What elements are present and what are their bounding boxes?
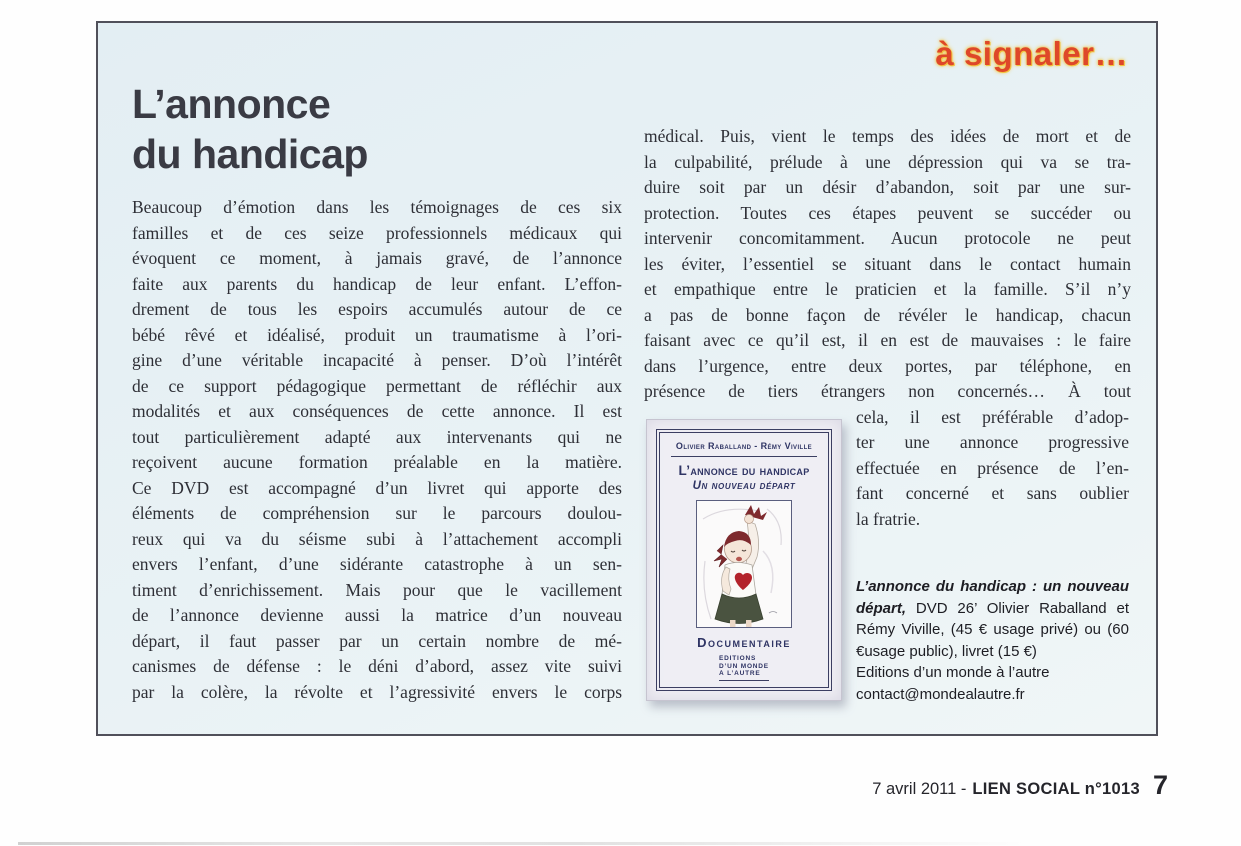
article-title-line2: du handicap (132, 131, 368, 177)
text-line: de l’annonce devienne aussi la matrice d’un nouveau (132, 605, 622, 625)
article-title (132, 79, 368, 179)
dvd-cover-illustration (696, 500, 792, 629)
text-line: éléments de compréhension sur le parcours doulou- (132, 503, 622, 523)
dvd-subtitle: Un nouveau départ (692, 479, 796, 492)
text-line: Ce DVD est accompagné d’un livret qui apporte des (132, 477, 622, 498)
caption-reference (856, 576, 1129, 662)
text-line: modalités et aux conséquences de cette annonce. Il est (132, 401, 622, 421)
left-text-column (132, 195, 622, 705)
text-line: cela, il est préférable d’adop- (856, 406, 1129, 427)
text-line: médical. Puis, vient le temps des idées de mort et de (644, 126, 1131, 146)
dvd-title: L’annonce du handicap (678, 462, 810, 478)
section-flag: à signaler… (935, 35, 1128, 72)
footer-journal-name: LIEN SOCIAL n°1013 (972, 780, 1140, 798)
hand-and-hair-tuft (745, 505, 768, 524)
text-line: ter une annonce progressive (856, 432, 1129, 452)
text-line: familles et de ces seize professionnels médicaux qui (132, 222, 622, 243)
wrapped-text (856, 405, 1129, 533)
caption-publisher: Editions d’un monde à l’autre (856, 664, 1050, 681)
footer-date: 7 avril 2011 - (872, 780, 967, 798)
right-text-column (644, 124, 1131, 705)
text-line: tout particulièrement adapté aux intervenants qui ne (132, 426, 622, 447)
text-line: effectuée en présence de l’en- (856, 457, 1129, 478)
text-line: faisant avec ce qu’il est, il en est de mauvaises : le faire (644, 330, 1131, 350)
text-line: par la colère, la révolte et l’agressivité envers le corps (132, 681, 622, 702)
dvd-genre: Documentaire (697, 635, 791, 650)
dvd-caption (856, 576, 1129, 705)
dvd-cover-outer-frame (656, 429, 832, 691)
child-drawing-icon (697, 501, 791, 629)
text-line: drement de tous les espoirs accumulés autour de ce (132, 299, 622, 319)
text-line: faite aux parents du handicap de leur enfant. L’effon- (132, 273, 622, 294)
caption-title: L’annonce du handicap : un nouveau départ, (856, 578, 1129, 617)
page-footer (0, 770, 1168, 801)
text-line: duire soit par un désir d’abandon, soit par une sur- (644, 177, 1131, 197)
text-line: bébé rêvé et idéalisé, produit un traumatisme à l’ori- (132, 324, 622, 345)
text-line: de ce support pédagogique permettant de réfléchir aux (132, 375, 622, 396)
dvd-cover-inner-frame (659, 432, 829, 688)
text-line: fant concerné et sans oublier (856, 483, 1129, 503)
caption-contact-email: contact@mondealautre.fr (856, 685, 1025, 703)
text-line: intervenir concomitamment. Aucun protocole ne peut (644, 228, 1131, 248)
article-panel (96, 21, 1158, 736)
text-line: départ, il faut passer par un certain nombre de mé- (132, 630, 622, 651)
text-line: reçoivent aucune formation préalable en la matière. (132, 452, 622, 472)
text-line: timent d’enrichissement. Mais pour que le vacillement (132, 579, 622, 600)
text-line: À L’AUTRE (719, 670, 761, 677)
footer-page-number: 7 (1152, 770, 1168, 800)
dvd-rule-divider (671, 456, 816, 457)
head (714, 531, 752, 567)
wrap-and-caption-stack (856, 405, 1129, 706)
dvd-authors: Olivier Raballand - Rémy Viville (675, 440, 813, 451)
text-line: Beaucoup d’émotion dans les témoignages de ces six (132, 197, 622, 217)
text-line: a pas de bonne façon de révéler le handicap, chacun (644, 304, 1131, 325)
text-line: les éviter, l’essentiel se situant dans le contact humain (644, 253, 1131, 274)
caption-details: DVD 26’ Olivier Raballand et Rémy Viville, (45 € usage privé) ou (60 €usage public), livret (15 €) (856, 599, 1129, 660)
dvd-cover (646, 419, 842, 701)
dvd-and-wrap-row (644, 405, 1131, 706)
right-column-full-text (644, 124, 1131, 405)
text-line: envers l’enfant, d’une sidérante catastrophe à un sen- (132, 554, 622, 574)
text-line: gine d’une véritable incapacité à penser. D’où l’intérêt (132, 350, 622, 370)
text-line: D’UN MONDE (719, 662, 769, 670)
text-line: présence de tiers étrangers non concernés… À tout (644, 381, 1131, 401)
text-line: reux qui va du séisme subi à l’attachement accompli (132, 528, 622, 549)
text-line: ÉDITIONS (719, 655, 757, 662)
text-line: dans l’urgence, entre deux portes, par téléphone, en (644, 355, 1131, 376)
text-line: protection. Toutes ces étapes peuvent se succéder ou (644, 202, 1131, 223)
article-title-line1: L’annonce (132, 81, 331, 127)
publisher-logo (719, 655, 769, 681)
text-line: évoquent ce moment, à jamais gravé, de l’annonce (132, 248, 622, 268)
text-line: la culpabilité, prélude à une dépression qui va se tra- (644, 151, 1131, 172)
text-line: et empathique entre le praticien et la famille. S’il n’y (644, 279, 1131, 299)
text-line: la fratrie. (856, 508, 921, 529)
scan-artifact-line (18, 842, 1028, 845)
text-line: canismes de défense : le déni d’abord, assez vite suivi (132, 656, 622, 676)
